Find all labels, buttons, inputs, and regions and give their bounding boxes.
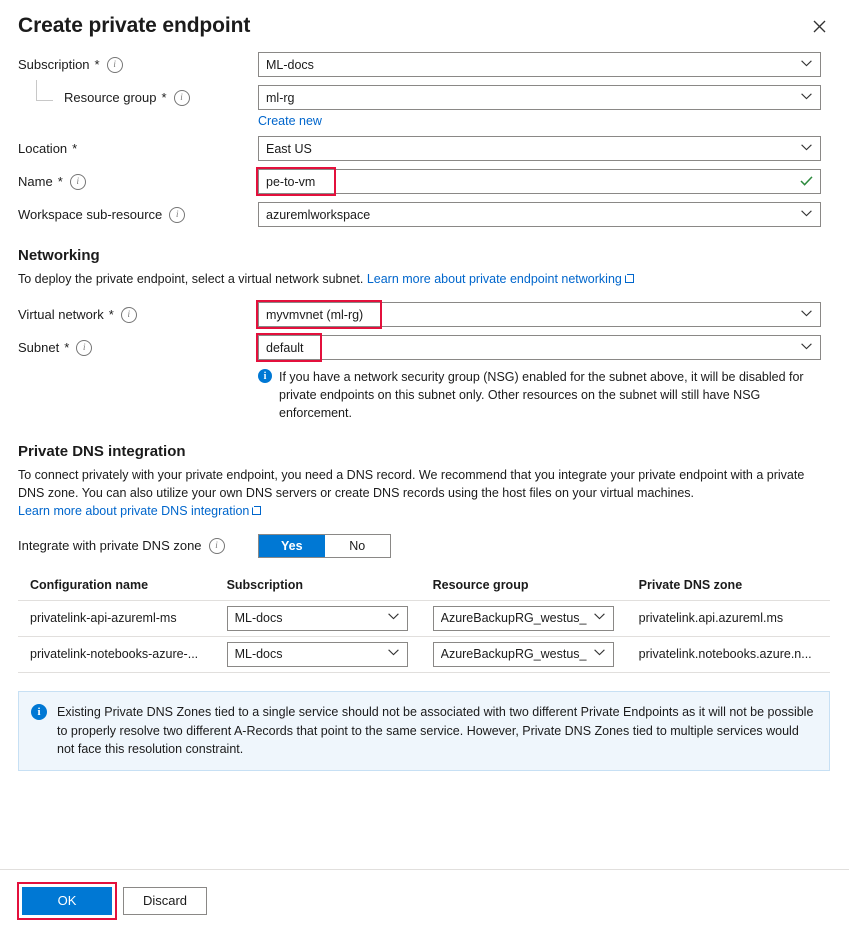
toggle-option-no[interactable]: No xyxy=(325,535,391,557)
cell-resource-group xyxy=(421,600,627,636)
subnet-required-marker: * xyxy=(64,340,70,356)
subnet-label xyxy=(18,340,258,356)
resource-group-label xyxy=(18,90,258,106)
subscription-label xyxy=(18,57,258,73)
info-icon[interactable]: i xyxy=(76,340,92,356)
networking-section-title: Networking xyxy=(18,247,100,264)
column-header-resource-group: Resource group xyxy=(421,572,627,601)
integrate-dns-row xyxy=(18,534,831,558)
table-row xyxy=(18,600,830,636)
name-input[interactable] xyxy=(258,169,821,194)
private-dns-learn-more-link[interactable]: Learn more about private DNS integration xyxy=(18,503,250,518)
name-field xyxy=(258,169,821,194)
virtual-network-select[interactable] xyxy=(258,302,821,327)
row-resource-group-field xyxy=(433,642,614,667)
cell-subscription xyxy=(215,600,421,636)
page-title: Create private endpoint xyxy=(18,14,251,37)
workspace-sub-resource-label xyxy=(18,207,258,223)
integrate-dns-control xyxy=(258,534,831,558)
resource-group-select[interactable] xyxy=(258,85,821,110)
subscription-label-text: Subscription xyxy=(18,57,90,72)
row-resource-group-select[interactable] xyxy=(433,642,614,667)
location-label xyxy=(18,141,258,156)
nsg-note-text: If you have a network security group (NSG) enabled for the subnet above, it will be disabled for private endpoints on this subnet only. Other resources on the subnet will still have NSG enforcement. xyxy=(279,370,804,421)
info-circle-icon: i xyxy=(31,704,47,720)
subscription-required-marker: * xyxy=(94,57,100,72)
workspace-sub-resource-label-text: Workspace sub-resource xyxy=(18,207,163,222)
subscription-row xyxy=(18,52,831,77)
external-link-icon xyxy=(252,506,261,515)
panel-footer xyxy=(0,869,849,931)
subnet-field xyxy=(258,335,821,360)
row-subscription-select[interactable] xyxy=(227,642,408,667)
create-new-row xyxy=(18,114,831,128)
name-label xyxy=(18,174,258,190)
subnet-label-text: Subnet xyxy=(18,340,60,356)
virtual-network-field xyxy=(258,302,821,327)
resource-group-row xyxy=(18,85,831,110)
location-required-marker: * xyxy=(72,141,78,156)
networking-description xyxy=(18,270,830,288)
location-field xyxy=(258,136,821,161)
virtual-network-row xyxy=(18,302,831,327)
location-select[interactable] xyxy=(258,136,821,161)
panel-header xyxy=(0,0,849,52)
toggle-option-yes[interactable]: Yes xyxy=(259,535,325,557)
column-header-subscription: Subscription xyxy=(215,572,421,601)
resource-group-label-text: Resource group xyxy=(64,90,157,105)
discard-button[interactable]: Discard xyxy=(123,887,207,915)
subnet-row xyxy=(18,335,831,360)
private-dns-section-title: Private DNS integration xyxy=(18,442,186,460)
column-header-configuration-name: Configuration name xyxy=(18,572,215,601)
private-dns-warning-banner xyxy=(18,691,830,771)
integrate-dns-toggle[interactable] xyxy=(258,534,391,558)
table-row xyxy=(18,636,830,672)
row-resource-group-field xyxy=(433,606,614,631)
row-resource-group-select[interactable] xyxy=(433,606,614,631)
cell-private-dns-zone: privatelink.api.azureml.ms xyxy=(627,600,830,636)
integrate-dns-label xyxy=(18,538,258,554)
nsg-note xyxy=(258,368,821,422)
ok-button[interactable]: OK xyxy=(22,887,112,915)
subnet-select[interactable] xyxy=(258,335,821,360)
cell-subscription xyxy=(215,636,421,672)
subscription-select[interactable] xyxy=(258,52,821,77)
panel-content xyxy=(0,52,849,673)
table-header-row xyxy=(18,572,830,601)
close-icon[interactable] xyxy=(805,12,833,40)
location-label-text: Location xyxy=(18,141,68,156)
virtual-network-required-marker: * xyxy=(108,307,114,323)
cell-private-dns-zone: privatelink.notebooks.azure.n... xyxy=(627,636,830,672)
workspace-sub-resource-field xyxy=(258,202,821,227)
info-icon[interactable]: i xyxy=(209,538,225,554)
info-icon[interactable]: i xyxy=(174,90,190,106)
tree-elbow-line xyxy=(36,80,53,101)
networking-description-text: To deploy the private endpoint, select a virtual network subnet. xyxy=(18,272,364,286)
external-link-icon xyxy=(625,274,634,283)
row-subscription-select[interactable] xyxy=(227,606,408,631)
info-icon[interactable]: i xyxy=(70,174,86,190)
workspace-sub-resource-row xyxy=(18,202,831,227)
banner-text: Existing Private DNS Zones tied to a single service should not be associated with two different Private Endpoints as it will not be possible to properly resolve two different A-Records that point to the same service. However, Private DNS Zones tied to multiple services would not face this resolution constraint. xyxy=(57,704,814,757)
name-label-text: Name xyxy=(18,174,53,189)
name-row xyxy=(18,169,831,194)
info-icon[interactable]: i xyxy=(121,307,137,323)
name-required-marker: * xyxy=(57,174,63,189)
workspace-sub-resource-select[interactable] xyxy=(258,202,821,227)
info-icon[interactable]: i xyxy=(107,57,123,73)
info-circle-icon: i xyxy=(258,369,272,383)
info-icon[interactable]: i xyxy=(169,207,185,223)
cell-resource-group xyxy=(421,636,627,672)
dns-configuration-table xyxy=(18,572,830,673)
integrate-dns-label-text: Integrate with private DNS zone xyxy=(18,538,202,554)
row-subscription-field xyxy=(227,606,408,631)
resource-group-required-marker: * xyxy=(161,90,167,105)
virtual-network-label-text: Virtual network xyxy=(18,307,104,323)
networking-learn-more-link[interactable]: Learn more about private endpoint networking xyxy=(366,272,622,286)
private-dns-description-text: To connect privately with your private endpoint, you need a DNS record. We recommend that you integrate your private endpoint with a private DNS zone. You can also utilize your own DNS servers or create DNS records using the host files on your virtual machines. xyxy=(18,467,805,500)
cell-configuration-name: privatelink-api-azureml-ms xyxy=(18,600,215,636)
column-header-private-dns-zone: Private DNS zone xyxy=(627,572,830,601)
row-subscription-field xyxy=(227,642,408,667)
create-new-link[interactable]: Create new xyxy=(258,114,322,128)
ok-button-wrapper xyxy=(22,887,112,915)
virtual-network-label xyxy=(18,307,258,323)
cell-configuration-name: privatelink-notebooks-azure-... xyxy=(18,636,215,672)
subscription-field xyxy=(258,52,821,77)
resource-group-field xyxy=(258,85,821,110)
location-row xyxy=(18,136,831,161)
private-dns-description xyxy=(18,466,830,520)
